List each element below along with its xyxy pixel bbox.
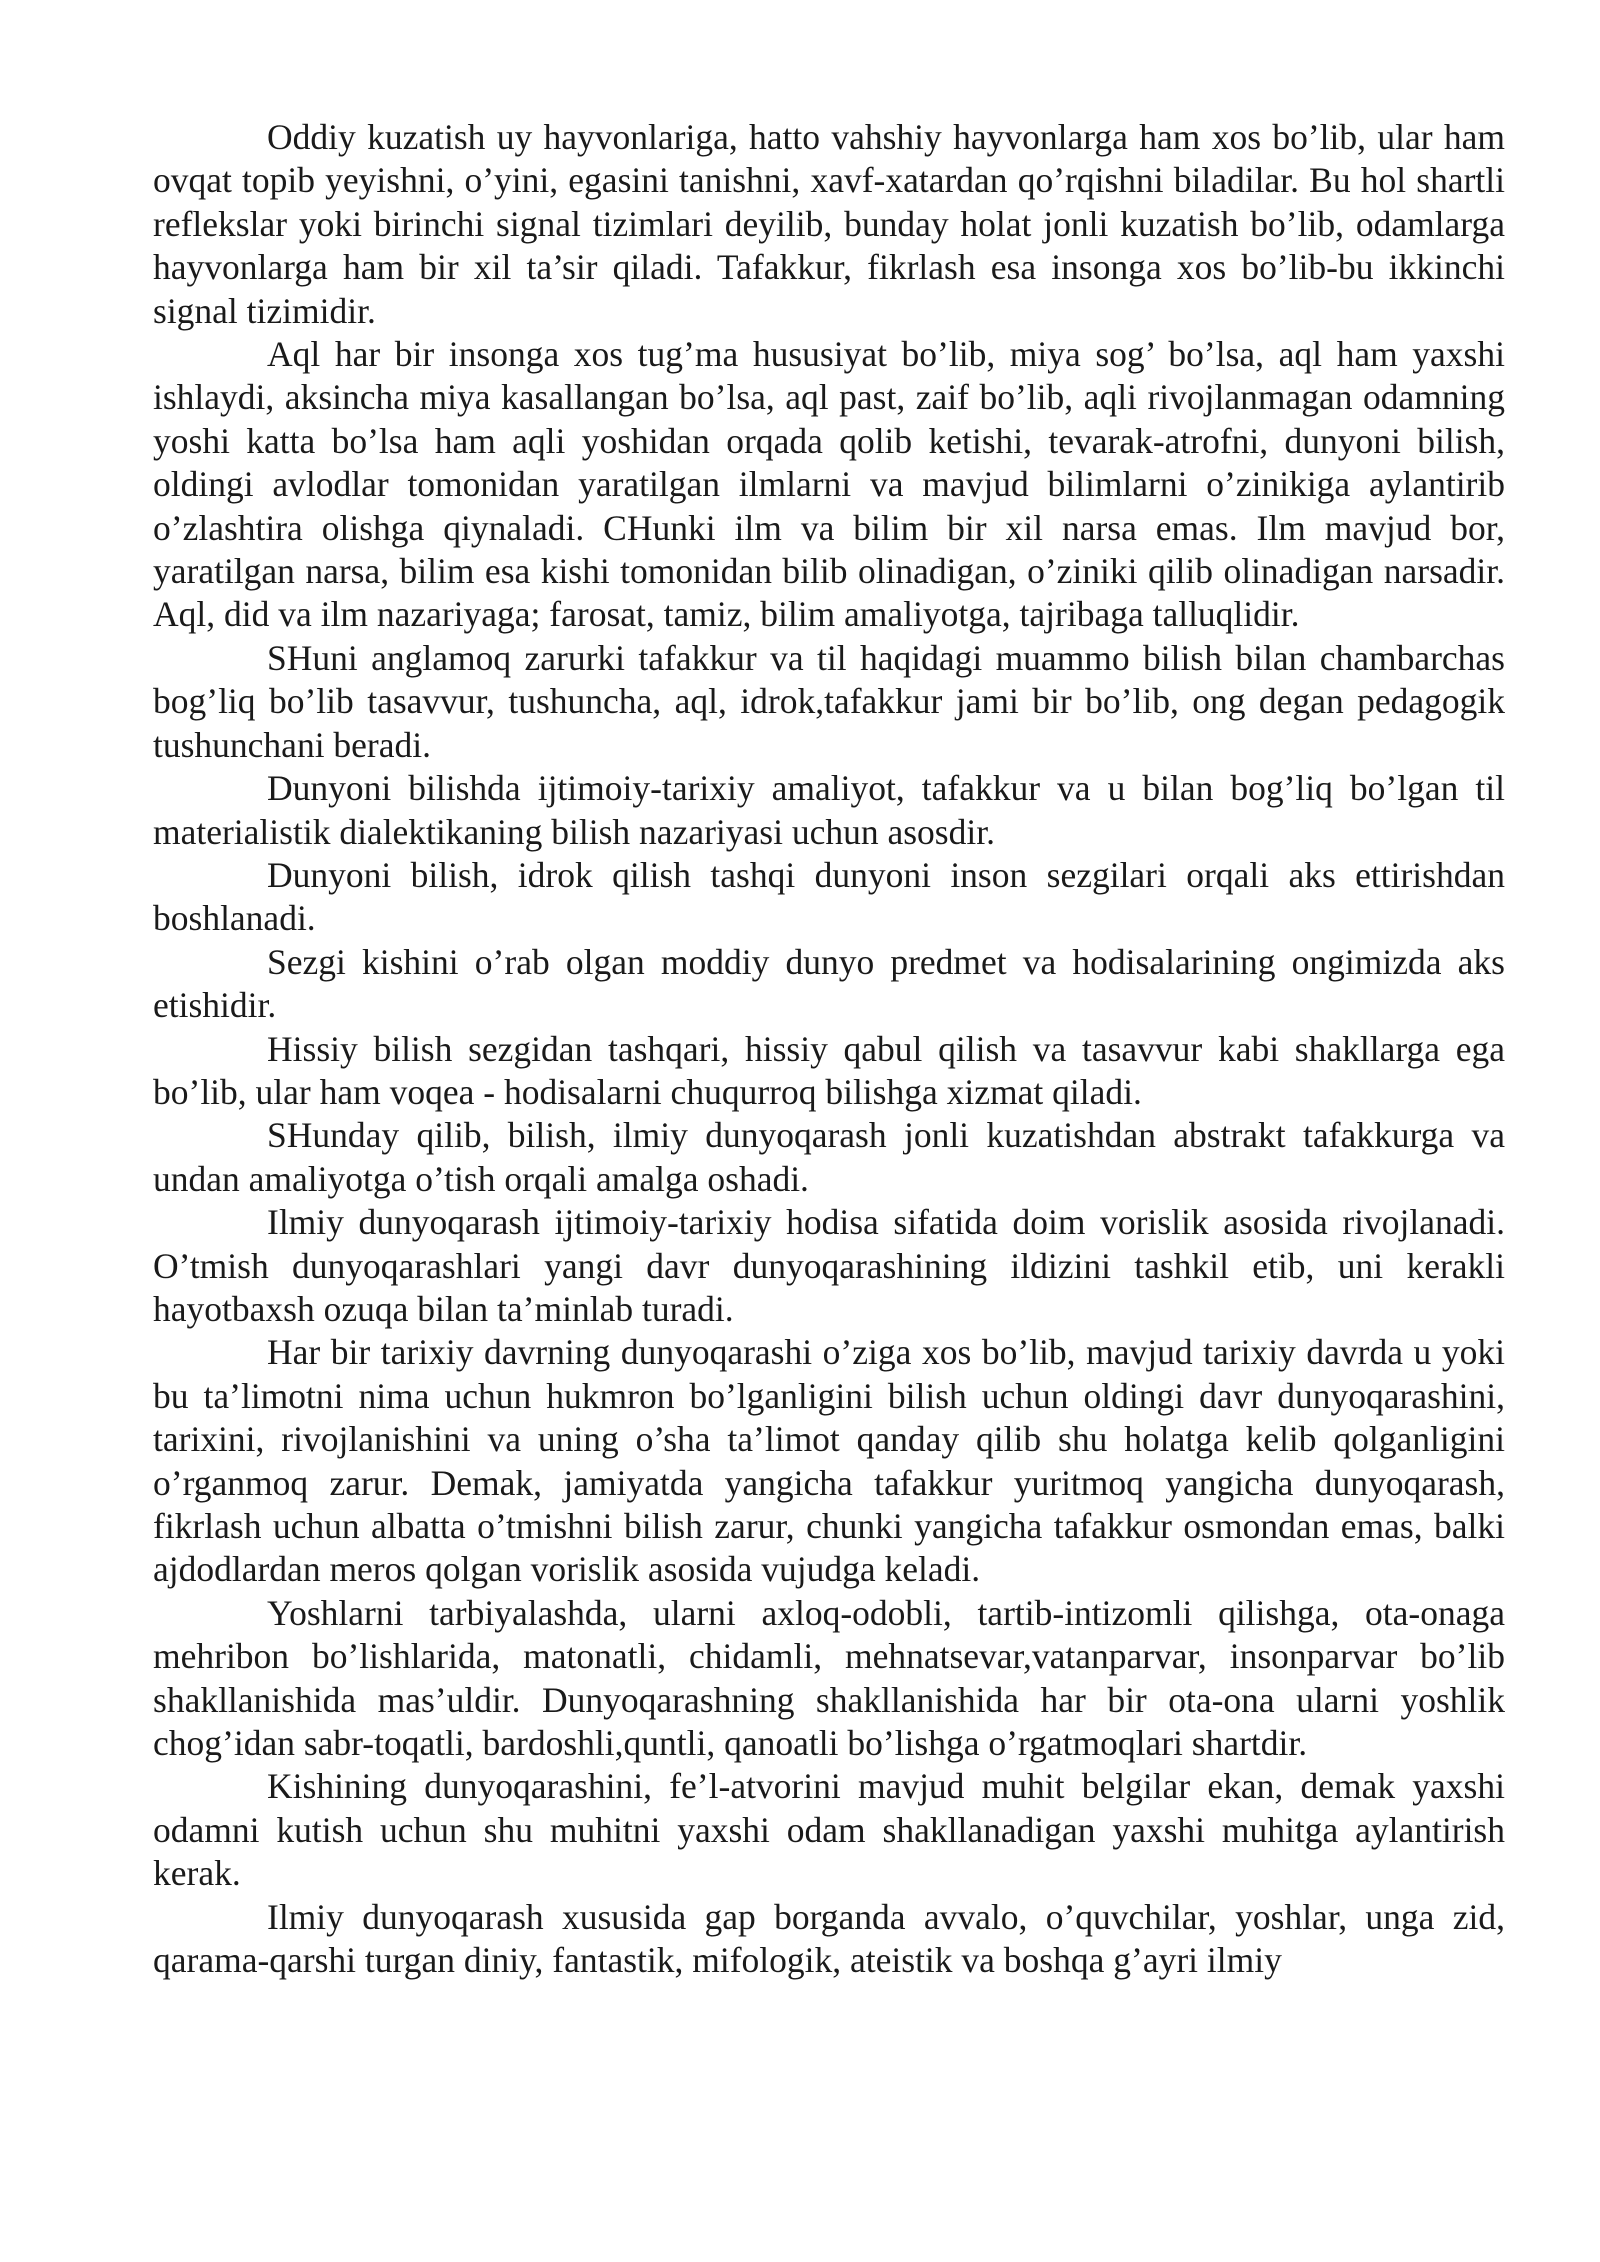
paragraph-youth-upbringing: Yoshlarni tarbiyalashda, ularni axloq-odobli, tartib-intizomli qilishga, ota-onaga mehribon bo’lishlarida, matonatli, chidamli, mehnatsevar,vatanparvar, insonparvar bo’lib shakllanishida mas’uldir. Dunyoqarashning shakllanishida har bir ota-ona ularni yoshlik chog’idan sabr-toqatli, bardoshli,quntli, qanoatli bo’lishga o’rgatmoqlari shartdir. (153, 1592, 1505, 1764)
paragraph-worldview-continuity: Ilmiy dunyoqarash ijtimoiy-tarixiy hodisa sifatida doim vorislik asosida rivojlanadi. O’tmish dunyoqarashlari yangi davr dunyoqarashining ildizini tashkil etib, uni kerakli hayotbaxsh ozuqa bilan ta’minlab turadi. (153, 1202, 1505, 1329)
paragraph-sensation: Sezgi kishini o’rab olgan moddiy dunyo predmet va hodisalarining ongimizda aks etishidir. (153, 941, 1505, 1026)
paragraph-historical-worldview: Har bir tarixiy davrning dunyoqarashi o’ziga xos bo’lib, mavjud tarixiy davrda u yoki bu ta’limotni nima uchun hukmron bo’lganligini bilish uchun oldingi davr dunyoqarashini, tarixini, rivojlanishini va uning o’sha ta’limot qanday qilib shu holatga kelib qolganligini o’rganmoq zarur. Demak, jamiyatda yangicha tafakkur yuritmoq yangicha dunyoqarash, fikrlash uchun albatta o’tmishni bilish zarur, chunki yangicha tafakkur osmondan emas, balki ajdodlardan meros qolgan vorislik asosida vujudga keladi. (153, 1332, 1505, 1590)
paragraph-knowing-world: Dunyoni bilish, idrok qilish tashqi dunyoni inson sezgilari orqali aks ettirishdan boshlanadi. (153, 854, 1505, 939)
paragraph-environment: Kishining dunyoqarashini, fe’l-atvorini mavjud muhit belgilar ekan, demak yaxshi odamni kutish uchun shu muhitni yaxshi odam shakllanadigan yaxshi muhitga aylantirish kerak. (153, 1766, 1505, 1894)
paragraph-observation: Oddiy kuzatish uy hayvonlariga, hatto vahshiy hayvonlarga ham xos bo’lib, ular ham ovqat topib yeyishni, o’yini, egasini tanishni, xavf-xatardan qo’rqishni biladilar. Bu hol shartli reflekslar yoki birinchi signal tizimlari deyilib, bunday holat jonli kuzatish bo’lib, odamlarga hayvonlarga ham bir xil ta’sir qiladi. Tafakkur, fikrlash esa insonga xos bo’lib-bu ikkinchi signal tizimidir. (153, 117, 1505, 331)
paragraph-thinking-language: SHuni anglamoq zarurki tafakkur va til haqidagi muammo bilish bilan chambarchas bog’liq bo’lib tasavvur, tushuncha, aql, idrok,tafakkur jami bir bo’lib, ong degan pedagogik tushunchani beradi. (153, 637, 1505, 765)
paragraph-cognition-practice: Dunyoni bilishda ijtimoiy-tarixiy amaliyot, tafakkur va u bilan bog’liq bo’lgan til materialistik dialektikaning bilish nazariyasi uchun asosdir. (153, 768, 1505, 852)
paragraph-sensory-knowledge: Hissiy bilish sezgidan tashqari, hissiy qabul qilish va tasavvur kabi shakllarga ega bo’lib, ular ham voqea - hodisalarni chuqurroq bilishga xizmat qiladi. (153, 1028, 1505, 1112)
document-page (153, 116, 1505, 1982)
paragraph-abstract-thinking: SHunday qilib, bilish, ilmiy dunyoqarash jonli kuzatishdan abstrakt tafakkurga va undan amaliyotga o’tish orqali amalga oshadi. (153, 1115, 1505, 1199)
paragraph-scientific-worldview: Ilmiy dunyoqarash xususida gap borganda avvalo, o’quvchilar, yoshlar, unga zid, qarama-qarshi turgan diniy, fantastik, mifologik, ateistik va boshqa g’ayri ilmiy (153, 1896, 1505, 1981)
paragraph-intellect: Aql har bir insonga xos tug’ma hususiyat bo’lib, miya sog’ bo’lsa, aql ham yaxshi ishlaydi, aksincha miya kasallangan bo’lsa, aql past, zaif bo’lib, aqli rivojlanmagan odamning yoshi katta bo’lsa ham aqli yoshidan orqada qolib ketishi, tevarak-atrofni, dunyoni bilish, oldingi avlodlar tomonidan yaratilgan ilmlarni va mavjud bilimlarni o’zinikiga aylantirib o’zlashtira olishga qiynaladi. CHunki ilm va bilim bir xil narsa emas. Ilm mavjud bor, yaratilgan narsa, bilim esa kishi tomonidan bilib olinadigan, o’ziniki qilib olinadigan narsadir. Aql, did va ilm nazariyaga; farosat, tamiz, bilim amaliyotga, tajribaga talluqlidir. (153, 334, 1505, 635)
